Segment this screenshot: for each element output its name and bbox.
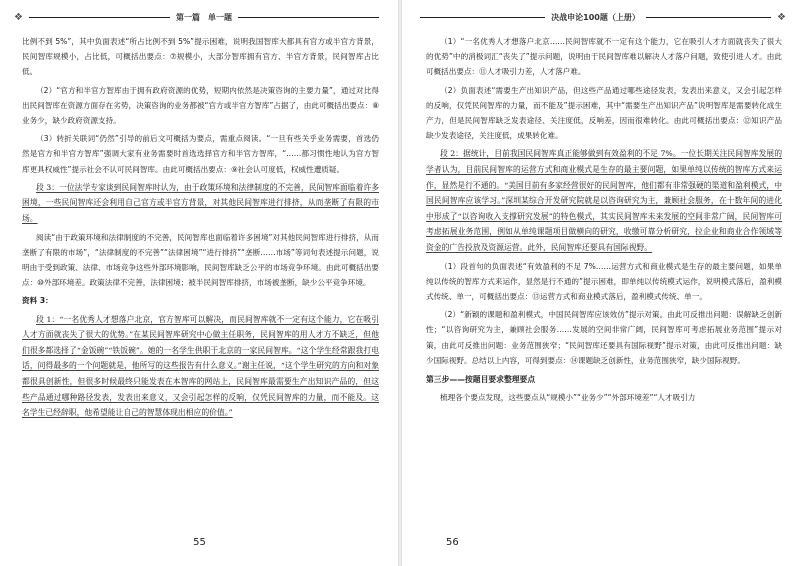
- page-number: 55: [193, 537, 206, 548]
- header-rule: [420, 17, 545, 18]
- header-rule: [29, 17, 170, 18]
- right-page: [400, 0, 800, 566]
- material-heading: 资料 3：: [22, 296, 53, 306]
- paragraph: （1）“一名优秀人才想落户北京……民间智库就不一定有这个能力，它在吸引人才方面就丧失了很大的优势”中的消极词汇“丧失了”提示问题，说明由于民间智库难以解决人才落户问题，致使引进人才。由此可概括出要点：⑪人才吸引力差，人才落户难。: [426, 37, 782, 77]
- step-heading: 第三步——按题目要求整理要点: [426, 375, 536, 384]
- left-page-content: [22, 34, 379, 421]
- book-title: 决战申论100题（上册）: [551, 12, 640, 22]
- paragraph: （2）负面表述“需要生产出知识产品，但这些产品通过哪些途径发表，发表出来意义，又会引起怎样的反响，仅凭民间智库的力量，而不能及”提示困难，其中“需要生产出知识产品”说明智库是需要转化成生产力，但是民间智库缺乏发表途径、关注度低，反响差，因而很难转化。由此可概括出要点：⑫知识产品缺少发表途径，关注度低，成果转化难。: [426, 85, 782, 141]
- right-page-content: [426, 34, 782, 405]
- paragraph: （2）“官方和半官方智库由于拥有政府资源的优势，短期内依然是决策咨询的主要力量”，通过对比得出民间智库在资源方面存在劣势，决策咨询的业务都被“官方或半官方智库”占据了，由此可概括出要点：⑧业务少，缺少政府资源支持。: [22, 85, 379, 126]
- paragraph: （3）转折关联词“仍然”引导的前后文可概括为要点，需重点阅读。“一旦有些关乎业务需要，首选仍然是官方和半官方智库”强调大家有业务需要时首选选择官方和半官方智库，“……都习惯性地认为官方智库更具权威性”提示社会不认可民间智库。由此可概括出要点：⑨社会认可度低，权威性遭质疑。: [22, 134, 379, 174]
- paragraph: 梳理各个要点发现，这些要点从“规模小”“业务少”“外部环境差”“人才吸引力: [440, 393, 696, 403]
- page-header: [14, 8, 385, 26]
- header-rule: [646, 17, 771, 18]
- ornament-icon: ❖: [14, 11, 23, 23]
- paragraph: （1）段首句的负面表述“有效盈利的不足 7%……运营方式和商业模式是生存的最主要问题，如果单纯以传统的智库方式来运作，显然是行不通的”提示困难，即单纯以传统模式运作，说明模式落后，盈利模式传统、单一，可概括出要点：⑬运营方式和商业模式落后，盈利模式传统、单一。: [426, 261, 782, 301]
- material-paragraph: 段 1：“一名优秀人才想落户北京，官方智库可以解决，而民间智库就不一定有这个能力，它在吸引人才方面就丧失了很大的优势。”在某民间智库研究中心做主任职务，民间智库的用人才方不缺乏，但他们很多都选择了“金饭碗”“铁饭碗”。她的一名学生供职于北京的一家民间智库。“这个学生经常跟我打电话，问得最多的一个问题就是，他所写的这些报告有什么意义。”谢主任说，“这个学生研究的方向和对象都很具创新性，但很多时候最终只能发表在本智库的网站上，民间智库最需要生产出知识产品的，但这些产品通过哪种路径发表，发表出来意义，又会引起怎样的反响，仅凭民间智库的力量，而不能及。这名学生已经辞职，他希望能让自己的智慧体现出相应的价值。”: [22, 314, 379, 418]
- material-paragraph: 段 3：一位法学专家谈到民间智库时认为，由于政策环境和法律制度的不完善，民间智库面临着许多困境，一些民间智库还会利用自己官方或半官方背景，对其他民间智库进行排挤，从而垄断了有限的市场。: [22, 182, 379, 224]
- paragraph: 比例不到 5%”，其中负面表述“所占比例不到 5%”提示困难，说明我国智库大都具有官方或半官方背景，民间智库规模小，占比低，可概括出要点：⑦规模小，大部分智库拥有官方、半官方背景，民间智库占比低。: [22, 37, 379, 77]
- paragraph: （2）“新颖的课题和盈利模式，中国民间智库应该效仿”提示对策。由此可反推出问题：误解缺乏创新性；“以咨询研究为主，兼顾社会服务……发展的空间非常广阔，民间智库可考虑拓展业务范围”提示对策，由此可反推出问题：业务范围狭窄；“民间智库还要具有国际视野”提示对策，由此可反推出问题：缺少国际视野。总结以上内容，可得到要点：⑭课题缺乏创新性，业务范围狭窄，缺少国际视野。: [426, 310, 782, 365]
- ornament-icon: ❖: [777, 11, 787, 23]
- material-paragraph: 段 2：据统计，目前我国民间智库真正能够做到有效盈利的不足 7%。一位长期关注民间智库发展的学者认为，目前民间智库的运营方式和商业模式是生存的最主要问题，如果单纯以传统的智库方式来运作，显然是行不通的。“美国目前有多家经营很好的民间智库，他们都有非常强硬的渠道和盈利模式，中国民间智库应该学习。”深圳某综合开发研究院就是以咨询研究为主，兼顾社会服务，在十数年间的进化中形成了“以咨询收入支撑研究发展”的特色模式，其实民间智库未来发展的空间非常广阔，民间智库可考虑拓展业务范围，例如从单纯课题项目做横向的研究，收缴可靠分析研究，拉企业和商业合作领域等资金的广告投放及资源运营。此外，民间智库还要具有国际视野。: [426, 149, 782, 252]
- header-rule: [238, 17, 379, 18]
- section-title: 第一篇 单一题: [175, 12, 232, 22]
- book-fold: [398, 0, 402, 566]
- paragraph: 阅读“由于政策环境和法律制度的不完善，民间智库也面临着许多困境”对其他民间智库进行排挤，从而垄断了有限的市场”，“法律制度的不完善”“法律困境”“进行排挤”“垄断……市场”等词句表述提示问题，说明由于受到政策、法律、市场竞争这些外部环境影响，民间智库缺乏公平的市场竞争环境。由此可概括出要点：⑩外部环境差。政策法律不完善，法律困境；被半民间智库排挤，市场被垄断，缺少公平竞争环境。: [22, 232, 379, 288]
- page-header: [414, 8, 786, 26]
- page-number: 56: [446, 537, 459, 548]
